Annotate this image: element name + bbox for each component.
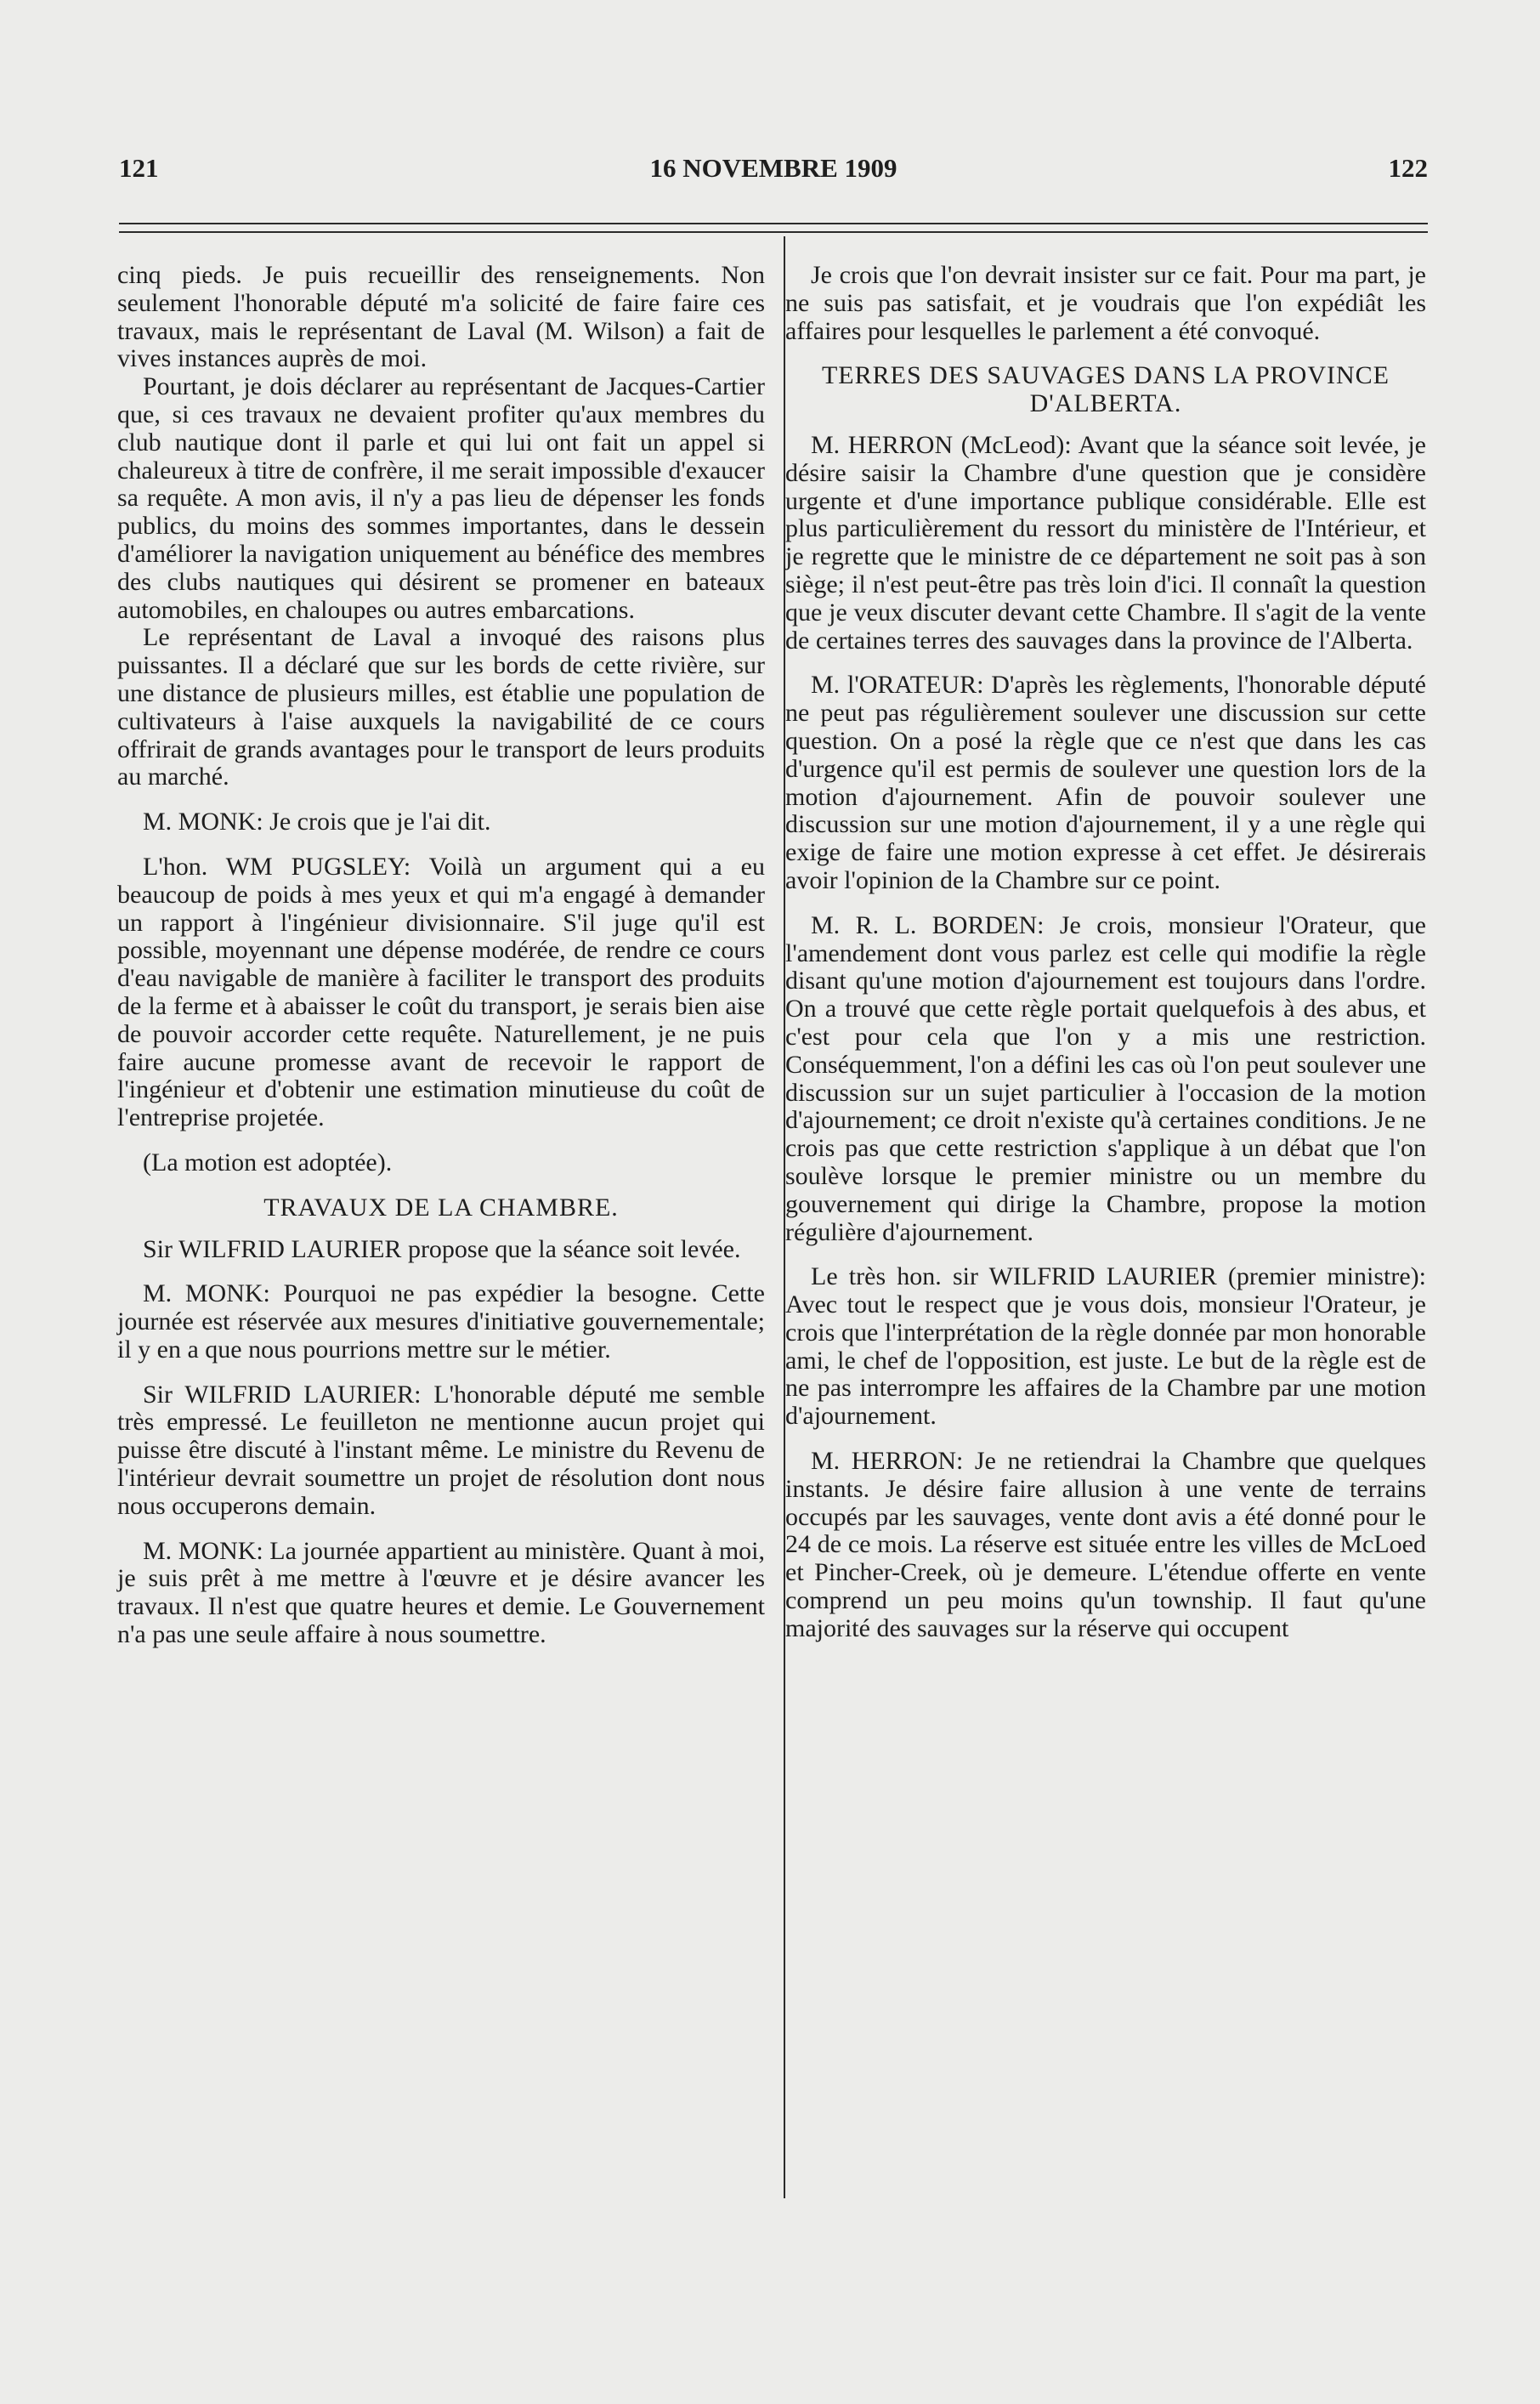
paragraph: Le très hon. sir WILFRID LAURIER (premier ministre): Avec tout le respect que je vous dois, monsieur l'Orateur, je crois que l'interprétation de la règle donnée par mon honorable ami, le chef de l'opposition, est juste. Le but de la règle est de ne pas interrompre les affaires de la Chambre par une motion d'ajournement. xyxy=(785,1262,1426,1431)
paragraph: Sir WILFRID LAURIER: L'honorable député me semble très empressé. Le feuilleton ne mentionne aucun projet qui puisse être discuté à l'instant même. Le ministre du Revenu de l'intérieur devrait soumettre un projet de résolution dont nous nous occuperons demain. xyxy=(117,1380,765,1520)
page-header xyxy=(119,153,1428,190)
paragraph: M. l'ORATEUR: D'après les règlements, l'honorable député ne peut pas régulièrement soulever une discussion sur cette question. On a posé la règle que ce n'est que dans les cas d'urgence qu'il est permis de soulever une question lors de la motion d'ajournement. Afin de pouvoir soulever une discussion sur une motion d'ajournement, il y a une règle qui exige de faire une motion expresse à cet effet. Je désirerais avoir l'opinion de la Chambre sur ce point. xyxy=(785,671,1426,894)
section-heading: TERRES DES SAUVAGES DANS LA PROVINCE D'ALBERTA. xyxy=(821,361,1390,418)
paragraph: Pourtant, je dois déclarer au représentant de Jacques-Cartier que, si ces travaux ne devaient profiter qu'aux membres du club nautique dont il parle et qui lui ont fait un appel si chaleureux à titre de confrère, il me serait impossible d'exaucer sa requête. A mon avis, il n'y a pas lieu de dépenser les fonds publics, du moins des sommes importantes, dans le dessein d'améliorer la navigation uniquement au bénéfice des membres des clubs nautiques qui désirent se promener en bateaux automobiles, en chaloupes ou autres embarcations. xyxy=(117,372,765,624)
paragraph: M. HERRON (McLeod): Avant que la séance soit levée, je désire saisir la Chambre d'une question que je considère urgente et d'une importance publique considérable. Elle est plus particulièrement du ressort du ministère de l'Intérieur, et je regrette que le ministre de ce département ne soit pas à son siège; il n'est peut-être pas très loin d'ici. Il connaît la question que je veux discuter devant cette Chambre. Il s'agit de la vente de certaines terres des sauvages dans la province de l'Alberta. xyxy=(785,430,1426,655)
paragraph: Sir WILFRID LAURIER propose que la séance soit levée. xyxy=(143,1234,741,1263)
header-rule-top xyxy=(119,223,1428,224)
left-column xyxy=(117,262,765,1649)
header-date: 16 NOVEMBRE 1909 xyxy=(649,153,897,183)
paragraph: (La motion est adoptée). xyxy=(143,1148,393,1176)
paragraph: M. MONK: La journée appartient au ministère. Quant à moi, je suis prêt à me mettre à l'œuvre et je désire avancer les travaux. Il n'est que quatre heures et demie. Le Gouvernement n'a pas une seule affaire à nous soumettre. xyxy=(117,1536,765,1649)
right-column xyxy=(785,262,1426,1643)
paragraph: L'hon. WM PUGSLEY: Voilà un argument qui a eu beaucoup de poids à mes yeux et qui m'a engagé à demander un rapport à l'ingénieur divisionnaire. S'il juge qu'il est possible, moyennant une dépense modérée, de rendre ce cours d'eau navigable de manière à faciliter le transport des produits de la ferme et à abaisser le coût du transport, je serais bien aise de pouvoir accorder cette requête. Naturellement, je ne puis faire aucune promesse avant de recevoir le rapport de l'ingénieur et d'obtenir une estimation minutieuse du coût de l'entreprise projetée. xyxy=(117,852,765,1132)
paragraph: cinq pieds. Je puis recueillir des renseignements. Non seulement l'honorable député m'a solicité de faire faire ces travaux, mais le représentant de Laval (M. Wilson) a fait de vives instances auprès de moi. xyxy=(117,261,765,373)
header-rule-bottom xyxy=(119,231,1428,233)
paragraph: M. MONK: Pourquoi ne pas expédier la besogne. Cette journée est réservée aux mesures d'initiative gouvernementale; il y en a que nous pourrions mettre sur le métier. xyxy=(117,1279,765,1364)
paragraph: M. R. L. BORDEN: Je crois, monsieur l'Orateur, que l'amendement dont vous parlez est celle qui modifie la règle disant qu'une motion d'ajournement est toujours dans l'ordre. On a trouvé que cette règle portait quelquefois à des abus, et c'est pour cela que l'on y a mis une restriction. Conséquemment, l'on a défini les cas où l'on peut soulever une discussion sur un sujet particulier à l'occasion de la motion d'ajournement; ce droit n'existe qu'à certaines conditions. Je ne crois pas que cette restriction s'applique à un débat que l'on soulève lorsque le premier ministre ou un membre du gouvernement qui dirige la Chambre, propose la motion régulière d'ajournement. xyxy=(785,910,1426,1246)
page-number-right: 122 xyxy=(1388,153,1428,183)
paragraph: Je crois que l'on devrait insister sur ce fait. Pour ma part, je ne suis pas satisfait, et je voudrais que l'on expédiât les affaires pour lesquelles le parlement a été convoqué. xyxy=(785,261,1426,345)
paragraph: M. HERRON: Je ne retiendrai la Chambre que quelques instants. Je désire faire allusion à une vente de terrains occupés par les sauvages, vente dont avis a été donné pour le 24 de ce mois. La réserve est située entre les villes de McLoed et Pincher-Creek, où je demeure. L'étendue offerte en vente comprend un peu moins qu'un township. Il faut qu'une majorité des sauvages sur la réserve qui occupent xyxy=(785,1447,1426,1642)
paragraph: Le représentant de Laval a invoqué des raisons plus puissantes. Il a déclaré que sur les bords de cette rivière, sur une distance de plusieurs milles, est établie une population de cultivateurs à l'aise auxquels la navigabilité de ce cours offrirait de grands avantages pour le transport de leurs produits au marché. xyxy=(117,623,765,791)
page-number-left: 121 xyxy=(119,153,159,183)
paragraph: M. MONK: Je crois que je l'ai dit. xyxy=(143,808,491,836)
section-heading: TRAVAUX DE LA CHAMBRE. xyxy=(263,1193,619,1222)
